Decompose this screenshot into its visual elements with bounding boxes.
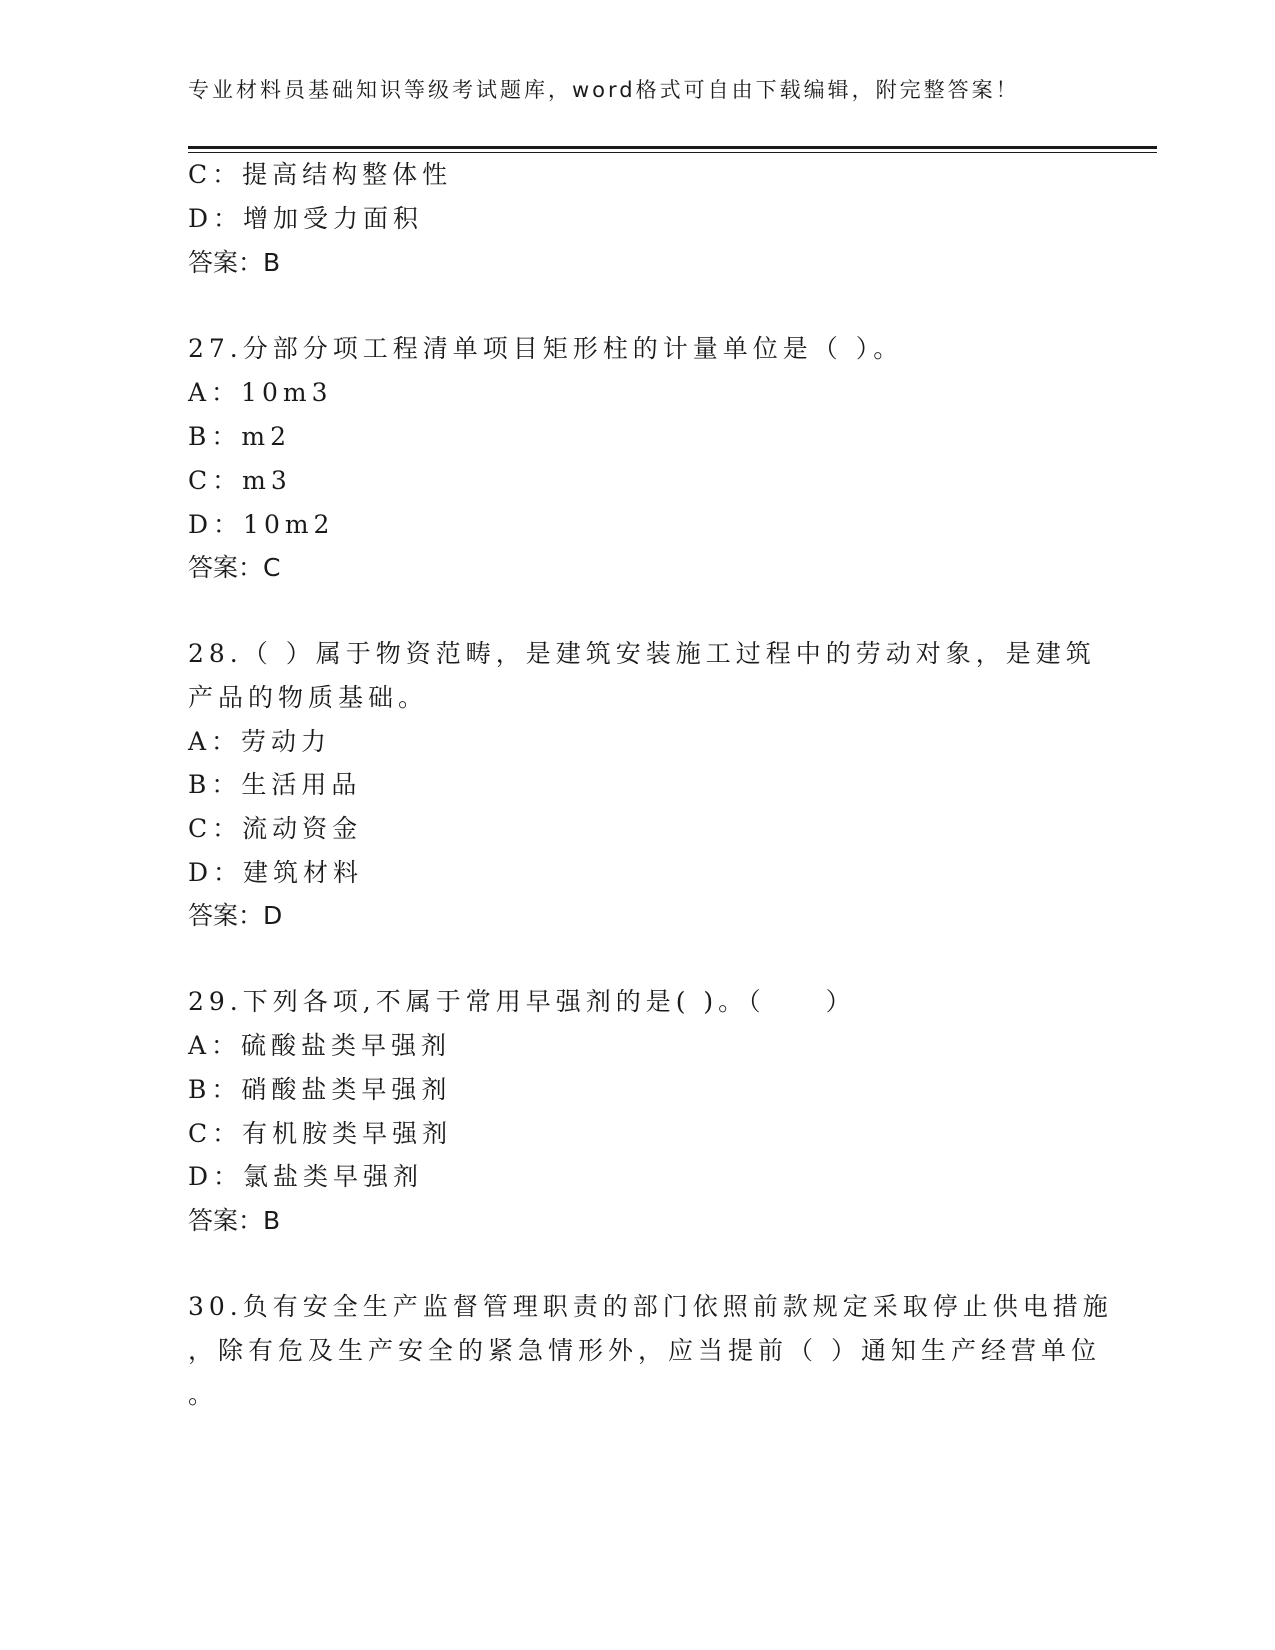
q27-option-c: C：m3 <box>188 466 292 495</box>
q27-option-a: A：10m3 <box>188 378 333 407</box>
q28-option-b: B：生活用品 <box>188 770 362 799</box>
q28-option-d: D：建筑材料 <box>188 858 364 887</box>
q30-stem-line3: 。 <box>188 1380 219 1409</box>
q27-stem: 27.分部分项工程清单项目矩形柱的计量单位是（ ）。 <box>188 334 904 363</box>
q28-option-c: C：流动资金 <box>188 814 363 843</box>
q29-answer: 答案：B <box>188 1206 281 1235</box>
q28-option-a: A：劳动力 <box>188 727 332 756</box>
q29-stem: 29.下列各项,不属于常用早强剂的是( )。（ ） <box>188 987 856 1016</box>
q29-option-d: D：氯盐类早强剂 <box>188 1162 424 1191</box>
q29-option-b: B：硝酸盐类早强剂 <box>188 1075 452 1104</box>
header-rule-thin <box>188 152 1157 153</box>
q30-stem-line1: 30.负有安全生产监督管理职责的部门依照前款规定采取停止供电措施 <box>188 1292 1113 1321</box>
q26-option-c: C：提高结构整体性 <box>188 160 453 189</box>
q28-stem-line2: 产品的物质基础。 <box>188 683 429 712</box>
q28-stem-line1: 28.（ ）属于物资范畴，是建筑安装施工过程中的劳动对象，是建筑 <box>188 639 1096 668</box>
q28-answer: 答案：D <box>188 901 283 930</box>
page-header: 专业材料员基础知识等级考试题库，word格式可自由下载编辑，附完整答案！ <box>188 78 1020 102</box>
q27-answer: 答案：C <box>188 553 281 582</box>
q29-option-a: A：硫酸盐类早强剂 <box>188 1031 452 1060</box>
q27-option-d: D：10m2 <box>188 510 335 539</box>
header-rule-thick <box>188 146 1157 149</box>
q29-option-c: C：有机胺类早强剂 <box>188 1119 453 1148</box>
q30-stem-line2: ，除有危及生产安全的紧急情形外，应当提前（ ）通知生产经营单位 <box>188 1336 1101 1365</box>
q27-option-b: B：m2 <box>188 422 291 451</box>
q26-answer: 答案：B <box>188 248 281 277</box>
q26-option-d: D：增加受力面积 <box>188 204 424 233</box>
